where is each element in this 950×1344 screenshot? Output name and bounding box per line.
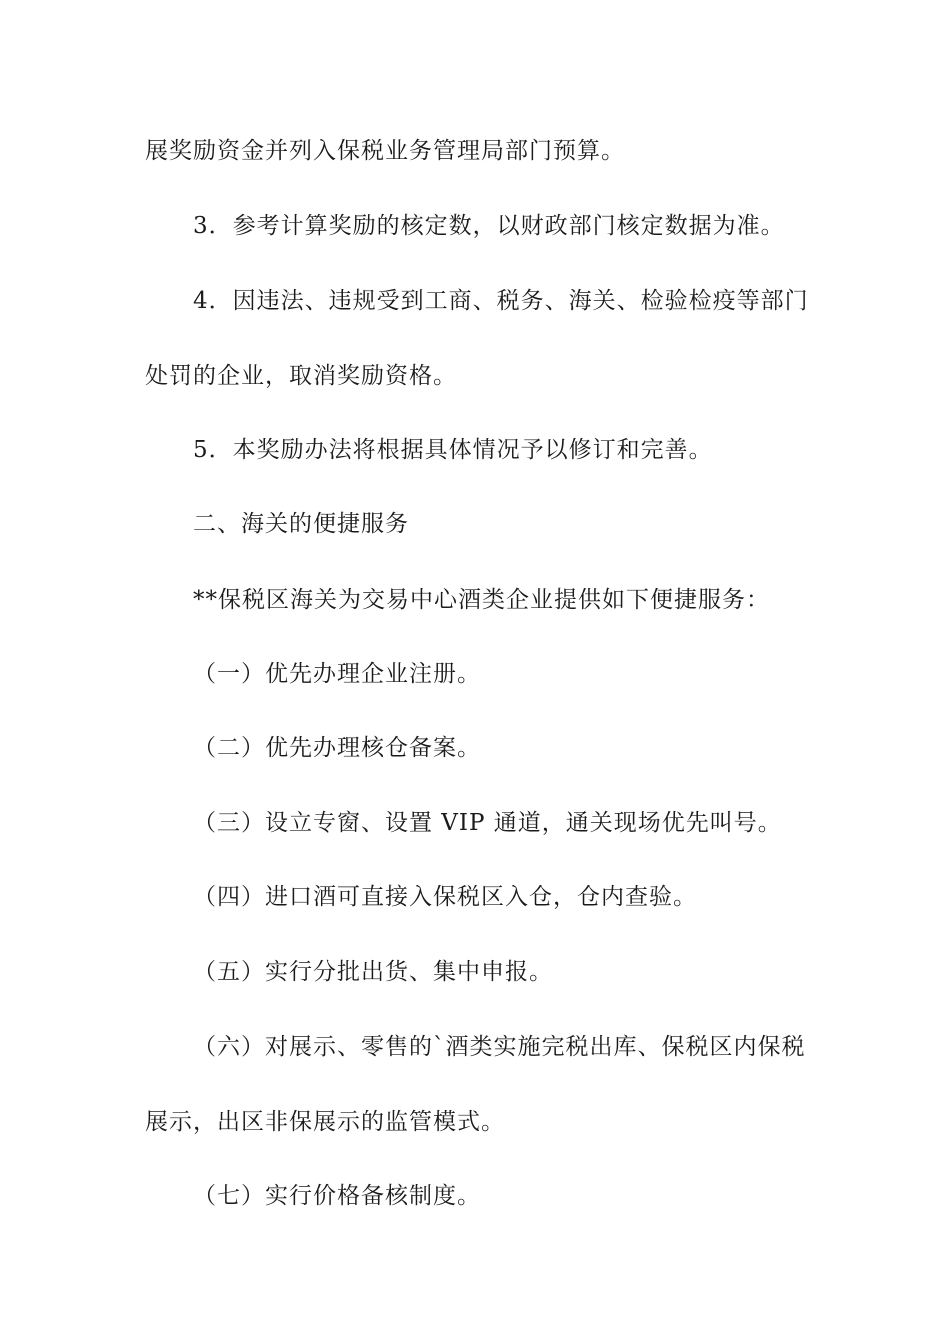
list-item: （七）实行价格备核制度。 — [193, 1183, 481, 1209]
list-item: （四）进口酒可直接入保税区入仓，仓内查验。 — [193, 884, 697, 910]
paragraph-line: 展示，出区非保展示的监管模式。 — [145, 1109, 505, 1135]
paragraph-line: 4．因违法、违规受到工商、税务、海关、检验检疫等部门 — [193, 288, 809, 314]
paragraph-line: **保税区海关为交易中心酒类企业提供如下便捷服务： — [193, 587, 770, 613]
list-item: （六）对展示、零售的`酒类实施完税出库、保税区内保税 — [193, 1034, 806, 1060]
paragraph-line: 展奖励资金并列入保税业务管理局部门预算。 — [145, 138, 625, 164]
list-item: （五）实行分批出货、集中申报。 — [193, 959, 553, 985]
section-heading: 二、海关的便捷服务 — [193, 511, 409, 537]
list-item: （一）优先办理企业注册。 — [193, 661, 481, 687]
list-item: （二）优先办理核仓备案。 — [193, 735, 481, 761]
paragraph-line: 处罚的企业，取消奖励资格。 — [145, 363, 457, 389]
paragraph-line: 5．本奖励办法将根据具体情况予以修订和完善。 — [193, 437, 713, 463]
list-item: （三）设立专窗、设置 VIP 通道，通关现场优先叫号。 — [193, 810, 782, 836]
paragraph-line: 3．参考计算奖励的核定数，以财政部门核定数据为准。 — [193, 213, 785, 239]
